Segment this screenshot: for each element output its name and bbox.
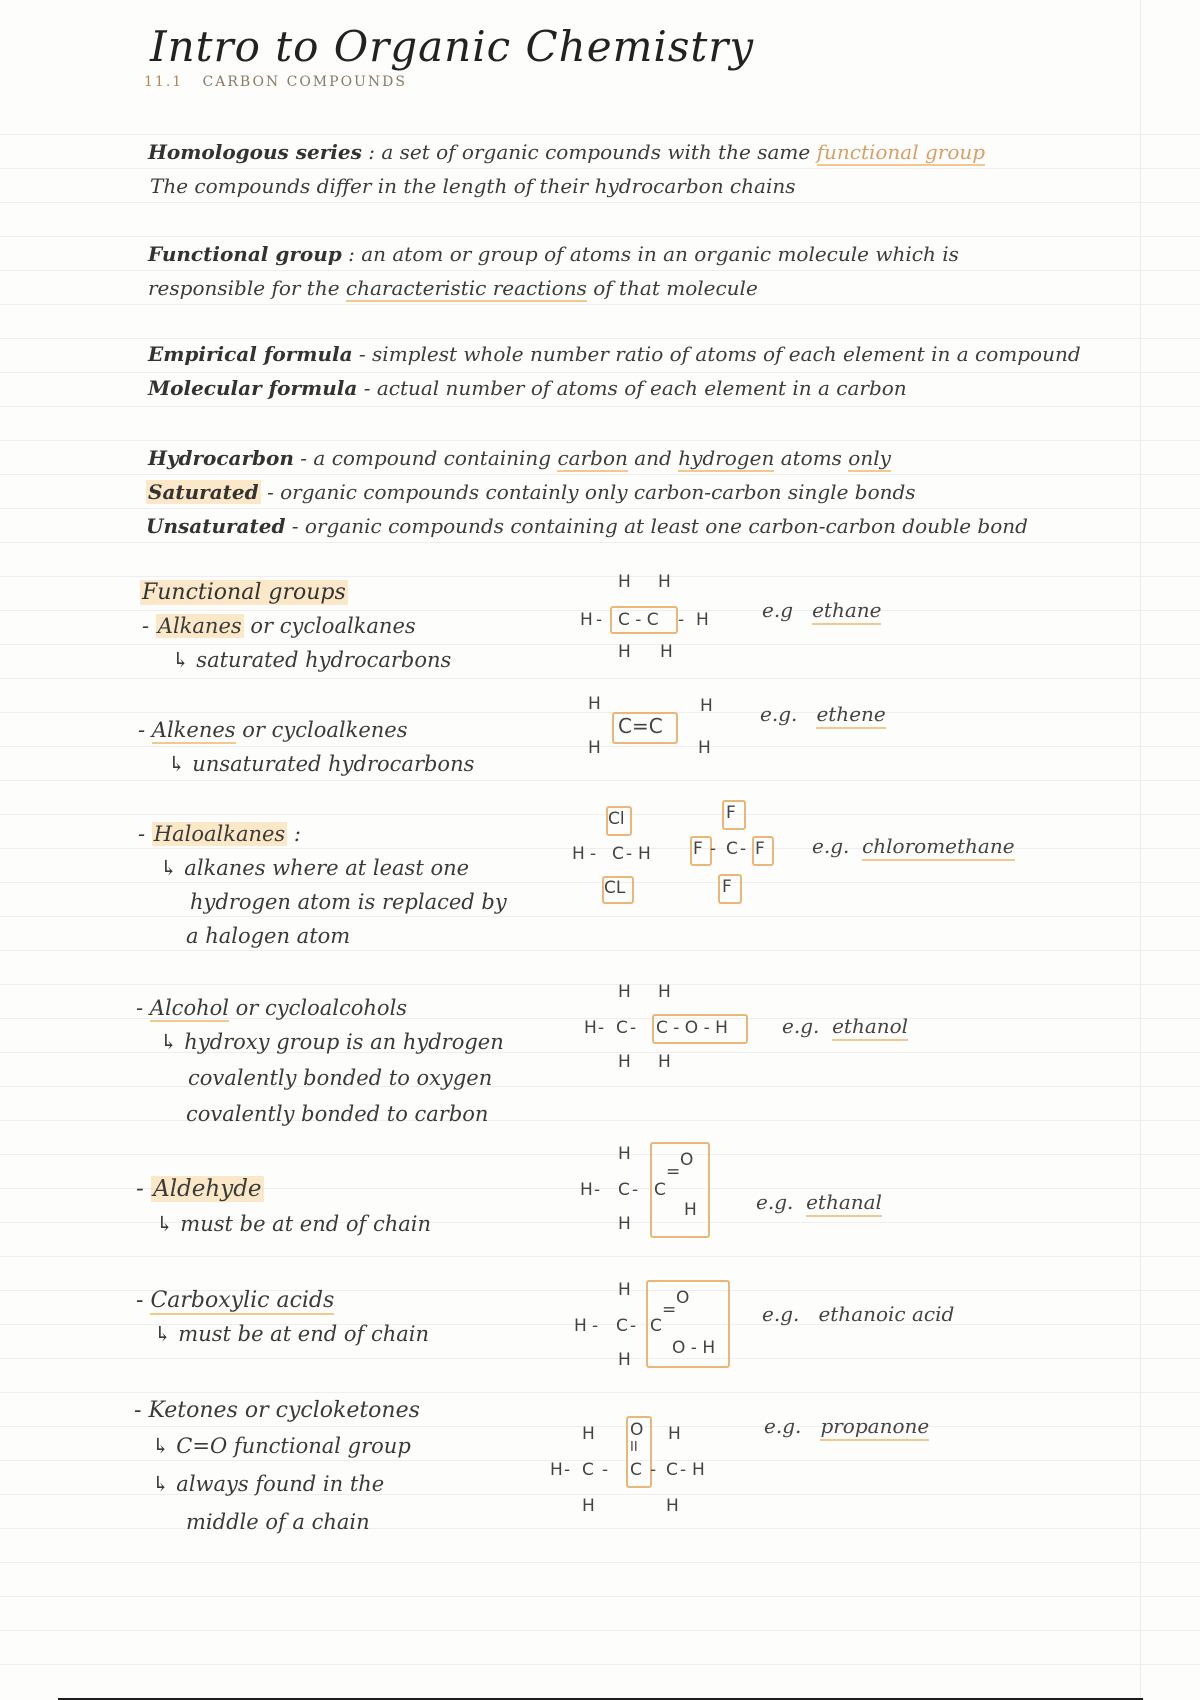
arrow-icon: ↳: [160, 1030, 178, 1054]
group-ketones: [134, 1398, 420, 1423]
definition-text: atoms: [780, 446, 842, 470]
group-name: Carboxylic acids: [150, 1288, 335, 1313]
example-name: ethene: [816, 702, 885, 729]
double-bond: =: [666, 1162, 681, 1182]
term: Hydrocarbon: [148, 446, 294, 470]
separator: -: [363, 376, 371, 400]
arrow-icon: ↳: [168, 752, 186, 776]
ruled-line: [0, 1256, 1200, 1257]
example-name: ethanal: [806, 1190, 882, 1217]
bond-dash: -: [596, 610, 603, 630]
ruled-line: [0, 338, 1200, 339]
definition-homologous-line2: The compounds differ in the length of their hydrocarbon chains: [150, 174, 796, 198]
atom-h: H: [618, 982, 631, 1002]
bond-dash: -: [630, 1316, 637, 1336]
atom-h: H: [582, 1496, 595, 1516]
group-note-continued: covalently bonded to oxygen: [188, 1066, 493, 1090]
atom-o: O: [630, 1420, 644, 1440]
atom-h: H: [574, 1316, 587, 1336]
ruled-line: [0, 270, 1200, 271]
atoms-c-double-c: C=C: [618, 714, 663, 738]
ruled-line: [0, 542, 1200, 543]
atom-c: C: [612, 844, 624, 864]
atom-f: F: [693, 839, 703, 859]
example-propanone: [764, 1414, 929, 1438]
bond-dash: -: [630, 1018, 637, 1038]
example-ethane: [762, 598, 881, 622]
atom-c: C: [650, 1316, 662, 1336]
note-text: saturated hydrocarbons: [196, 648, 452, 672]
ruled-line: [0, 1596, 1200, 1597]
ruled-line: [0, 882, 1200, 883]
bullet-dash: -: [138, 822, 146, 846]
atom-f: F: [755, 839, 765, 859]
atom-h: H: [618, 1350, 631, 1370]
example-ethanol: [782, 1014, 908, 1038]
ruled-line: [0, 1630, 1200, 1631]
separator: -: [266, 480, 274, 504]
atom-f: F: [726, 803, 736, 823]
ruled-line: [0, 950, 1200, 951]
ruled-line: [0, 1460, 1200, 1461]
atom-h: H: [584, 1018, 597, 1038]
atom-h: H: [582, 1424, 595, 1444]
group-note: [160, 1030, 504, 1054]
separator: :: [348, 242, 355, 266]
eg-label: e.g.: [756, 1190, 794, 1214]
bond-dash: -: [602, 1460, 609, 1480]
note-text: must be at end of chain: [180, 1212, 432, 1236]
example-ethanoic-acid: [762, 1302, 954, 1326]
arrow-icon: ↳: [156, 1212, 174, 1236]
atom-h: H: [618, 1052, 631, 1072]
group-haloalkanes: [138, 822, 301, 846]
note-text: must be at end of chain: [178, 1322, 430, 1346]
separator: -: [300, 446, 308, 470]
term: Empirical formula: [148, 342, 353, 366]
atom-h: H: [618, 642, 631, 662]
definition-saturated: [146, 480, 916, 504]
bond-dash: -: [594, 1180, 601, 1200]
note-text: C=O functional group: [176, 1434, 411, 1458]
margin-line: [1140, 0, 1141, 1700]
atom-h: H: [618, 1214, 631, 1234]
group-rest: or cycloalkanes: [250, 614, 416, 638]
atom-h: H: [700, 696, 713, 716]
atom-h: H: [698, 738, 711, 758]
atom-c: C: [582, 1460, 594, 1480]
bullet-dash: -: [134, 1398, 142, 1423]
group-name: Alkenes: [151, 718, 236, 742]
ruled-line: [0, 780, 1200, 781]
definition-text: a compound containing: [313, 446, 552, 470]
definition-text: an atom or group of atoms in an organic molecule which is: [361, 242, 959, 266]
bond-dash: -: [678, 610, 685, 630]
definition-functional-line2: [148, 276, 758, 300]
atom-h: H: [580, 610, 593, 630]
double-bond: =: [662, 1300, 677, 1320]
arrow-icon: ↳: [152, 1472, 170, 1496]
ruled-line: [0, 202, 1200, 203]
eg-label: e.g.: [760, 702, 798, 726]
atom-h: H: [658, 982, 671, 1002]
bullet-dash: -: [136, 1288, 144, 1313]
note-text: unsaturated hydrocarbons: [192, 752, 475, 776]
bullet-dash: -: [136, 996, 144, 1020]
atom-h: H: [618, 1280, 631, 1300]
atom-c: C: [616, 1316, 628, 1336]
group-alcohol: [136, 996, 407, 1020]
eg-label: e.g.: [762, 1302, 800, 1326]
example-name: propanone: [820, 1414, 929, 1441]
ruled-line: [0, 168, 1200, 169]
definition-hydrocarbon: [148, 446, 891, 470]
ruled-line: [0, 848, 1200, 849]
group-name: Aldehyde: [153, 1176, 262, 1202]
ruled-line: [0, 814, 1200, 815]
ruled-line: [0, 134, 1200, 135]
underlined-term: hydrogen: [678, 446, 775, 470]
atom-c: C: [654, 1180, 666, 1200]
example-ethene: [760, 702, 886, 726]
underlined-term: carbon: [557, 446, 628, 470]
bond-dash: -: [740, 839, 747, 859]
atom-h: H: [660, 642, 673, 662]
group-name: Ketones: [148, 1398, 238, 1423]
term: Unsaturated: [146, 514, 286, 538]
group-note: [152, 1472, 384, 1496]
definition-text: organic compounds containing at least one carbon-carbon double bond: [304, 514, 1028, 538]
atom-c: C: [630, 1460, 642, 1480]
atom-o: O: [680, 1150, 694, 1170]
ruled-line: [0, 1154, 1200, 1155]
ruled-line: [0, 1664, 1200, 1665]
bullet-dash: -: [138, 718, 146, 742]
term: Molecular formula: [148, 376, 358, 400]
ruled-line: [0, 236, 1200, 237]
eg-label: e.g.: [764, 1414, 802, 1438]
atom-h: H: [618, 572, 631, 592]
ruled-line: [0, 508, 1200, 509]
group-name: Alkanes: [157, 614, 242, 638]
ruled-line: [0, 1562, 1200, 1563]
atom-h: H: [658, 1052, 671, 1072]
eg-label: e.g.: [812, 834, 850, 858]
atom-cl: CL: [604, 878, 626, 898]
highlighted-term: functional group: [816, 140, 986, 164]
ruled-line: [0, 644, 1200, 645]
ruled-line: [0, 1358, 1200, 1359]
group-note: [156, 1212, 431, 1236]
group-note: [154, 1322, 429, 1346]
definition-text: organic compounds containly only carbon-carbon single bonds: [280, 480, 916, 504]
ruled-line: [0, 440, 1200, 441]
ruled-line: [0, 304, 1200, 305]
section-subtitle: [144, 74, 407, 90]
atom-h: H: [668, 1424, 681, 1444]
group-alkenes: [138, 718, 407, 742]
bond-dash: -: [680, 1460, 687, 1480]
group-rest: or cycloalkenes: [242, 718, 408, 742]
term: Homologous series: [148, 140, 362, 164]
note-text: alkanes where at least one: [184, 856, 470, 880]
definition-empirical: [148, 342, 1081, 366]
group-note-continued: a halogen atom: [186, 924, 351, 948]
group-rest: or cycloalcohols: [235, 996, 408, 1020]
group-alkanes: [142, 614, 416, 638]
ruled-line: [0, 1528, 1200, 1529]
atom-h: H: [618, 1144, 631, 1164]
definition-homologous: [148, 140, 985, 164]
arrow-icon: ↳: [152, 1434, 170, 1458]
atom-cl: Cl: [608, 809, 625, 829]
group-rest: :: [293, 822, 301, 846]
atoms-c-c: C - C: [618, 610, 659, 630]
separator: :: [368, 140, 375, 164]
definition-unsaturated: [146, 514, 1028, 538]
group-aldehyde: [136, 1176, 264, 1202]
atom-h: H: [684, 1200, 697, 1220]
example-name: chloromethane: [862, 834, 1014, 861]
functional-groups-heading: [140, 580, 348, 605]
atoms-c-o-h: C - O - H: [656, 1018, 728, 1038]
atom-h: H: [580, 1180, 593, 1200]
atoms-o-h: O - H: [672, 1338, 716, 1358]
group-note: [172, 648, 451, 672]
definition-functional: [148, 242, 959, 266]
atom-c: C: [616, 1018, 628, 1038]
atom-h: H: [666, 1496, 679, 1516]
ruled-line: [0, 1120, 1200, 1121]
group-note: [160, 856, 469, 880]
atom-h: H: [550, 1460, 563, 1480]
group-note-continued: hydrogen atom is replaced by: [190, 890, 507, 914]
ruled-line: [0, 372, 1200, 373]
definition-molecular: [148, 376, 907, 400]
bullet-dash: -: [142, 614, 150, 638]
ruled-line: [0, 1392, 1200, 1393]
atom-h: H: [638, 844, 651, 864]
double-bond: II: [630, 1440, 638, 1455]
atom-c: C: [666, 1460, 678, 1480]
bond-dash: -: [626, 844, 633, 864]
group-note: [168, 752, 474, 776]
group-name: Alcohol: [149, 996, 229, 1020]
ruled-line: [0, 1426, 1200, 1427]
definition-text: a set of organic compounds with the same: [381, 140, 811, 164]
underlined-term: only: [848, 446, 891, 470]
eg-label: e.g.: [782, 1014, 820, 1038]
atom-c: C: [726, 839, 738, 859]
ruled-line: [0, 406, 1200, 407]
page-title: Intro to Organic Chemistry: [150, 22, 755, 71]
atom-h: H: [658, 572, 671, 592]
separator: -: [291, 514, 299, 538]
bond-dash: -: [598, 1018, 605, 1038]
definition-text: actual number of atoms of each element in a carbon: [376, 376, 907, 400]
example-ethanal: [756, 1190, 882, 1214]
example-name: ethane: [812, 598, 881, 625]
eg-label: e.g: [762, 598, 793, 622]
atom-f: F: [722, 877, 732, 897]
bond-dash: -: [592, 1316, 599, 1336]
ruled-line: [0, 576, 1200, 577]
group-rest: or cycloketones: [244, 1398, 420, 1423]
atom-h: H: [696, 610, 709, 630]
group-note-continued: covalently bonded to carbon: [186, 1102, 489, 1126]
definition-text: responsible for the: [148, 276, 340, 300]
ruled-line: [0, 984, 1200, 985]
group-carboxylic-acids: [136, 1288, 334, 1313]
atom-h: H: [692, 1460, 705, 1480]
bond-dash: -: [564, 1460, 571, 1480]
group-name: Haloalkanes: [153, 822, 286, 846]
atom-h: H: [588, 738, 601, 758]
ruled-line: [0, 474, 1200, 475]
atom-o: O: [676, 1288, 690, 1308]
bullet-dash: -: [136, 1176, 144, 1202]
section-number: 11.1: [144, 74, 184, 90]
example-chloromethane: [812, 834, 1015, 858]
bond-dash: -: [590, 844, 597, 864]
group-note-continued: middle of a chain: [186, 1510, 370, 1534]
definition-text: and: [634, 446, 672, 470]
arrow-icon: ↳: [154, 1322, 172, 1346]
example-name: ethanoic acid: [818, 1302, 955, 1326]
arrow-icon: ↳: [160, 856, 178, 880]
ruled-line: [0, 1086, 1200, 1087]
note-text: hydroxy group is an hydrogen: [184, 1030, 504, 1054]
separator: -: [358, 342, 366, 366]
example-name: ethanol: [832, 1014, 908, 1041]
ruled-line: [0, 678, 1200, 679]
term: Functional group: [148, 242, 342, 266]
definition-text: of that molecule: [593, 276, 758, 300]
heading-text: Functional groups: [142, 580, 346, 605]
arrow-icon: ↳: [172, 648, 190, 672]
term: Saturated: [148, 480, 259, 504]
ruled-line: [0, 916, 1200, 917]
atom-h: H: [572, 844, 585, 864]
bond-dash: -: [650, 1460, 657, 1480]
bond-dash: -: [710, 839, 717, 859]
note-text: always found in the: [176, 1472, 385, 1496]
underlined-term: characteristic reactions: [345, 276, 587, 300]
definition-text: simplest whole number ratio of atoms of each element in a compound: [372, 342, 1081, 366]
group-note: [152, 1434, 411, 1458]
section-label: CARBON COMPOUNDS: [202, 74, 407, 90]
atom-c: C: [618, 1180, 630, 1200]
atom-h: H: [588, 694, 601, 714]
bond-dash: -: [632, 1180, 639, 1200]
